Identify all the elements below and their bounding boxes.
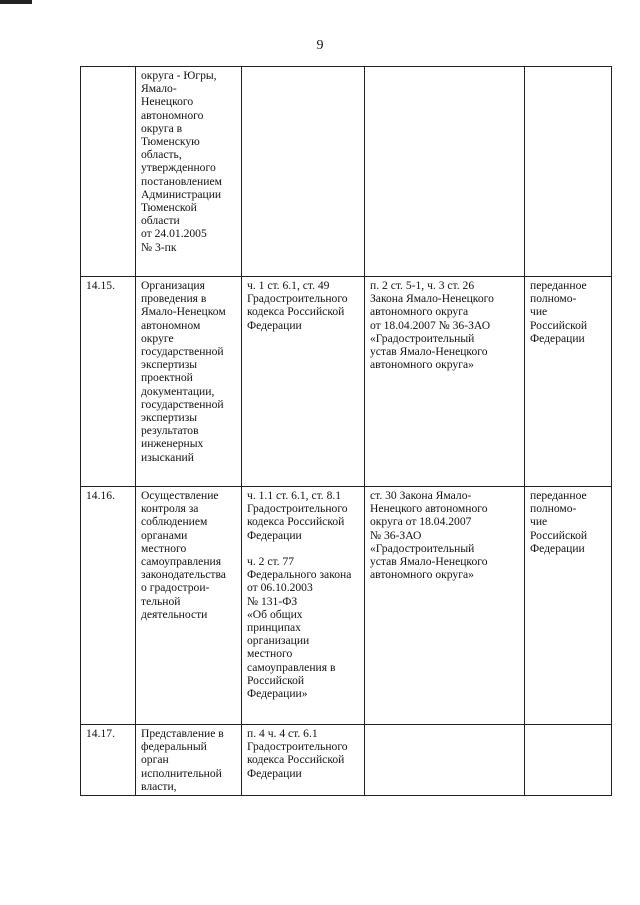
power-type [525,725,612,796]
federal-basis: п. 4 ч. 4 ст. 6.1 Градостроительного кодекса Российской Федерации [242,725,365,796]
regional-basis [365,67,525,277]
power-type: переданное полномо- чие Российской Федерации [525,277,612,487]
row-number: 14.15. [81,277,136,487]
table-row [81,725,612,796]
federal-basis: ч. 1.1 ст. 6.1, ст. 8.1 Градостроительного кодекса Российской Федерации ч. 2 ст. 77 Федерального закона от 06.10.2003 № 131-ФЗ «Об общих принципах организации местного самоуправления в Российской Федерации» [242,487,365,725]
power-name: округа - Югры, Ямало- Ненецкого автономного округа в Тюменскую область, утвержденного постановлением Администрации Тюменской области от 24.01.2005 № 3-пк [136,67,242,277]
regional-basis [365,725,525,796]
power-name: Представление в федеральный орган исполнительной власти, [136,725,242,796]
power-name: Организация проведения в Ямало-Ненецком автономном округе государственной экспертизы проектной документации, государственной экспертизы результатов инженерных изысканий [136,277,242,487]
powers-table [80,66,612,796]
regional-basis: п. 2 ст. 5-1, ч. 3 ст. 26 Закона Ямало-Ненецкого автономного округа от 18.04.2007 № 36-ЗАО «Градостроительный устав Ямало-Ненецкого автономного округа» [365,277,525,487]
table-row [81,487,612,725]
table-row [81,277,612,487]
row-number [81,67,136,277]
regional-basis: ст. 30 Закона Ямало- Ненецкого автономного округа от 18.04.2007 № 36-ЗАО «Градостроительный устав Ямало-Ненецкого автономного округа» [365,487,525,725]
table-row [81,67,612,277]
power-type: переданное полномо- чие Российской Федерации [525,487,612,725]
power-type [525,67,612,277]
page-number: 9 [316,38,324,53]
row-number: 14.17. [81,725,136,796]
row-number: 14.16. [81,487,136,725]
federal-basis [242,67,365,277]
federal-basis: ч. 1 ст. 6.1, ст. 49 Градостроительного кодекса Российской Федерации [242,277,365,487]
scan-edge-mark [0,0,32,4]
power-name: Осуществление контроля за соблюдением органами местного самоуправления законодательства о градострои- тельной деятельности [136,487,242,725]
